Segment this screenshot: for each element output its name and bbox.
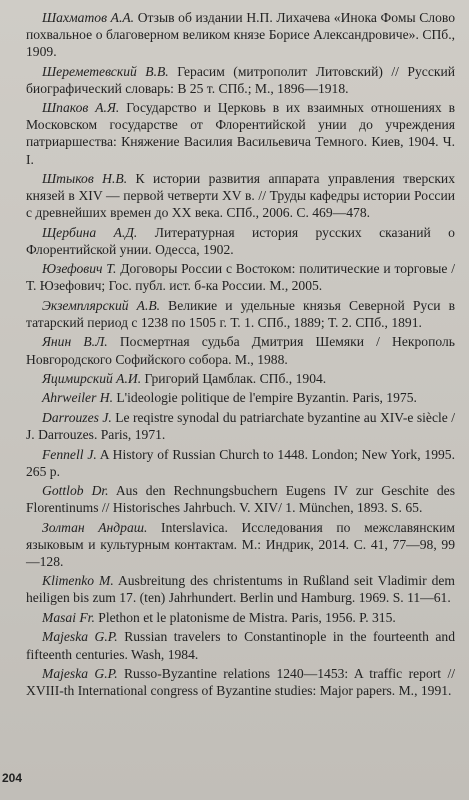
bibliography-entry xyxy=(26,170,455,221)
entry-author: Fennell J. xyxy=(42,446,97,462)
bibliography-entry xyxy=(26,572,455,606)
entry-text: Plethon et le platonisme de Mistra. Paris, 1956. P. 315. xyxy=(94,609,396,625)
bibliography-entry xyxy=(26,519,455,570)
entry-text: Государство и Церковь в их взаимных отношениях в Московском государстве от Флорентийской унии до учреждения патриаршества: Княжение Василия Васильевича Темного. Киев, 1904. Ч. I. xyxy=(26,100,455,167)
bibliography-entry xyxy=(26,409,455,443)
entry-author: Klimenko M. xyxy=(42,573,114,589)
entry-text: Договоры России с Востоком: политические и торговые / Т. Юзефович; Гос. публ. ист. б-ка России. М., 2005. xyxy=(26,261,456,294)
bibliography-entry xyxy=(26,99,455,167)
entry-text: Russo-Byzantine relations 1240—1453: A traffic report // XVIII-th International congress of Byzantine studies: Major papers. M., 1991. xyxy=(26,666,455,699)
entry-text: Interslavica. Исследования по межславянским языковым и культурным контактам. М.: Индрик, 2014. С. 41, 77—98, 99—128. xyxy=(26,519,455,569)
bibliography-entry xyxy=(26,297,455,331)
entry-text: К истории развития аппарата управления тверских князей в XIV — первой четверти XV в. // Труды кафедры истории России с древнейших времен до XX века. СПб., 2006. С. 469—478. xyxy=(26,171,455,221)
bibliography-entry xyxy=(26,482,455,516)
entry-text: Герасим (митрополит Литовский) // Русский биографический словарь: В 25 т. СПб.; М., 1896—1918. xyxy=(26,63,456,96)
bibliography-list xyxy=(26,9,455,699)
entry-author: Щербина А.Д. xyxy=(42,224,138,240)
bibliography-entry xyxy=(26,224,455,258)
entry-author: Штыков Н.В. xyxy=(42,171,128,187)
entry-text: Великие и удельные князья Северной Руси в татарский период с 1238 по 1505 г. Т. 1. СПб., 1889; Т. 2. СПб., 1891. xyxy=(26,297,455,330)
entry-author: Шереметевский В.В. xyxy=(42,63,169,79)
entry-text: Посмертная судьба Дмитрия Шемяки / Некрополь Новгородского Софийского собора. М., 1988. xyxy=(26,334,455,367)
bibliography-entry xyxy=(26,260,455,294)
entry-text: A History of Russian Church to 1448. London; New York, 1995. 265 p. xyxy=(26,446,455,479)
entry-text: Григорий Цамблак. СПб., 1904. xyxy=(141,371,327,386)
page-number: 204 xyxy=(2,771,23,785)
entry-author: Экземплярский А.В. xyxy=(42,297,161,313)
bibliography-entry xyxy=(26,333,455,367)
entry-author: Masai Fr. xyxy=(42,609,95,625)
entry-text: Литературная история русских сказаний о Флорентийской унии. Одесса, 1902. xyxy=(26,224,455,257)
entry-author: Шахматов А.А. xyxy=(42,10,135,25)
bibliography-entry xyxy=(26,370,455,387)
bibliography-entry xyxy=(26,389,455,406)
entry-text: Отзыв об издании Н.П. Лихачева «Инока Фомы Слово похвальное о благоверном великом князе Борисе Александровиче». СПб., 1909. xyxy=(26,10,455,60)
bibliography-entry xyxy=(26,609,455,626)
entry-author: Юзефович Т. xyxy=(42,261,117,277)
entry-author: Gottlob Dr. xyxy=(42,483,109,499)
entry-author: Majeska G.P. xyxy=(42,629,118,645)
entry-author: Majeska G.P. xyxy=(42,666,118,682)
entry-author: Золтан Андраш. xyxy=(42,519,148,535)
entry-text: Russian travelers to Constantinople in the fourteenth and fifteenth centuries. Wash, 1984. xyxy=(26,629,455,662)
entry-author: Янин В.Л. xyxy=(42,334,108,350)
entry-text: L'ideologie politique de l'empire Byzantin. Paris, 1975. xyxy=(112,390,417,406)
entry-text: Le reqistre synodal du patriarchate byzantine au XIV-e siècle / J. Darrouzes. Paris, 1971. xyxy=(26,409,455,443)
bibliography-entry xyxy=(26,446,455,480)
entry-author: Ahrweiler H. xyxy=(42,390,113,406)
entry-text: Ausbreitung des christentums in Rußland seit Vladimir dem heiligen bis zum 17. (ten) Jahrhundert. Berlin und Hamburg. 1969. S. 11—61. xyxy=(26,573,455,606)
entry-author: Яцимирский А.И. xyxy=(42,371,142,386)
bibliography-entry xyxy=(26,9,455,60)
entry-author: Шпаков А.Я. xyxy=(42,100,120,116)
entry-text: Aus den Rechnungsbuchern Eugens IV zur Geschite des Florentinums // Historisches Jahrbuch. V. XIV/ 1. München, 1893. S. 65. xyxy=(26,483,455,516)
entry-author: Darrouzes J. xyxy=(42,409,112,425)
bibliography-entry xyxy=(26,628,455,662)
bibliography-entry xyxy=(26,665,455,699)
bibliography-entry xyxy=(26,63,455,97)
